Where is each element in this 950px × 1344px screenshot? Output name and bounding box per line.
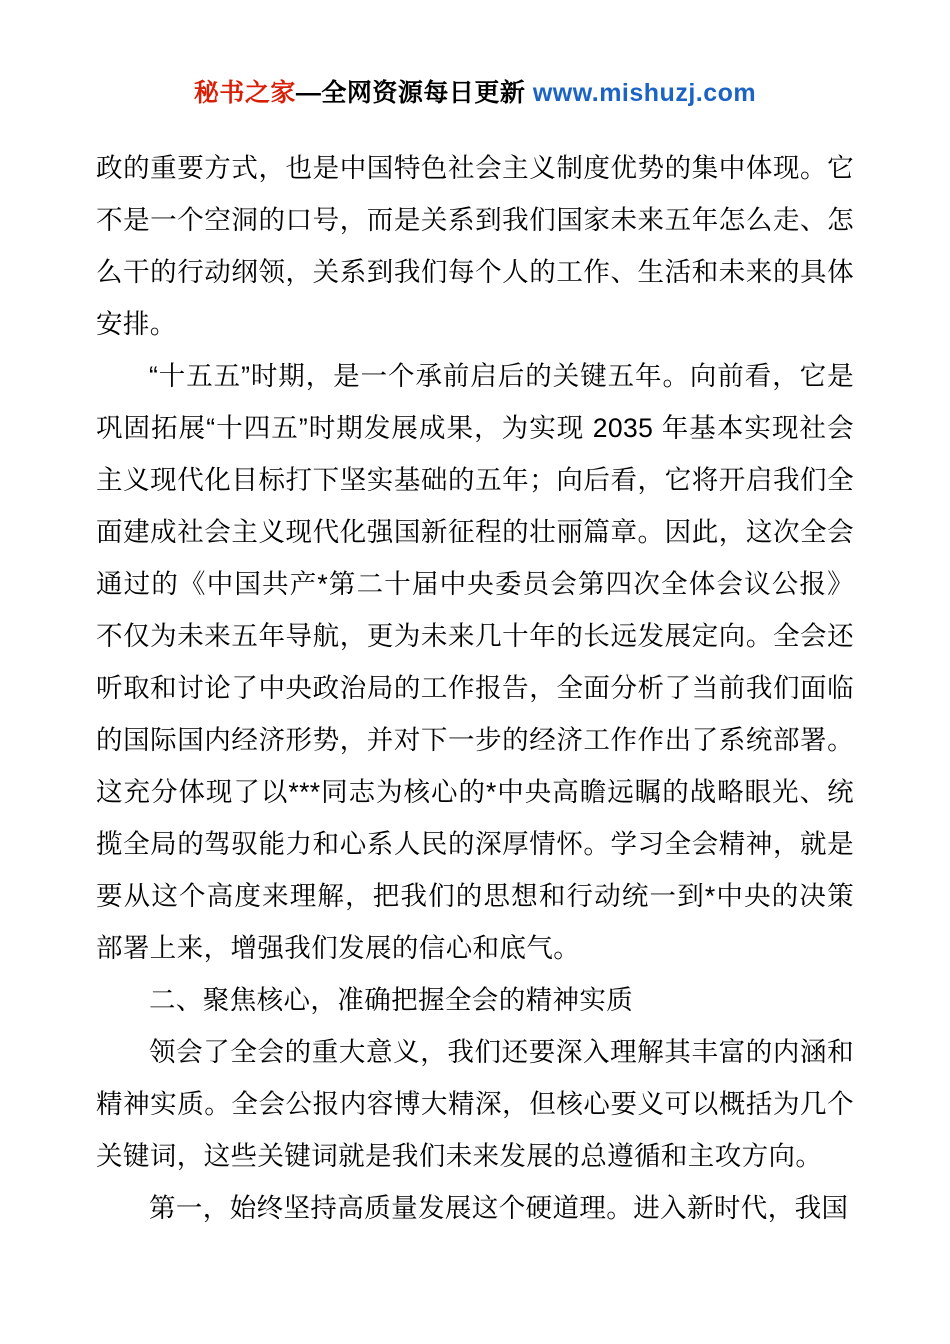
- site-tagline: —全网资源每日更新: [295, 79, 533, 107]
- section-heading-2: 二、聚焦核心，准确把握全会的精神实质: [149, 985, 634, 1015]
- site-brand-name: 秘书之家: [193, 79, 296, 107]
- paragraph-1: 政的重要方式，也是中国特色社会主义制度优势的集中体现。它不是一个空洞的口号，而是关系到我们国家未来五年怎么走、怎么干的行动纲领，关系到我们每个人的工作、生活和未来的具体安排。: [96, 153, 854, 339]
- site-watermark-header: [96, 78, 854, 108]
- paragraph-2: “十五五”时期，是一个承前启后的关键五年。向前看，它是巩固拓展“十四五”时期发展成果，为实现 2035 年基本实现社会主义现代化目标打下坚实基础的五年；向后看，它将开启我们全面建成社会主义现代化强国新征程的壮丽篇章。因此，这次全会通过的《中国共产*第二十届中央委员会第四次全体会议公报》不仅为未来五年导航，更为未来几十年的长远发展定向。全会还听取和讨论了中央政治局的工作报告，全面分析了当前我们面临的国际国内经济形势，并对下一步的经济工作作出了系统部署。这充分体现了以***同志为核心的*中央高瞻远瞩的战略眼光、统揽全局的驾驭能力和心系人民的深厚情怀。学习全会精神，就是要从这个高度来理解，把我们的思想和行动统一到*中央的决策部署上来，增强我们发展的信心和底气。: [96, 361, 854, 963]
- paragraph-4: 第一，始终坚持高质量发展这个硬道理。进入新时代，我国: [149, 1193, 849, 1223]
- site-url[interactable]: www.mishuzj.com: [532, 79, 757, 107]
- paragraph-3: 领会了全会的重大意义，我们还要深入理解其丰富的内涵和精神实质。全会公报内容博大精深，但核心要义可以概括为几个关键词，这些关键词就是我们未来发展的总遵循和主攻方向。: [96, 1037, 854, 1171]
- document-body: [96, 142, 854, 1234]
